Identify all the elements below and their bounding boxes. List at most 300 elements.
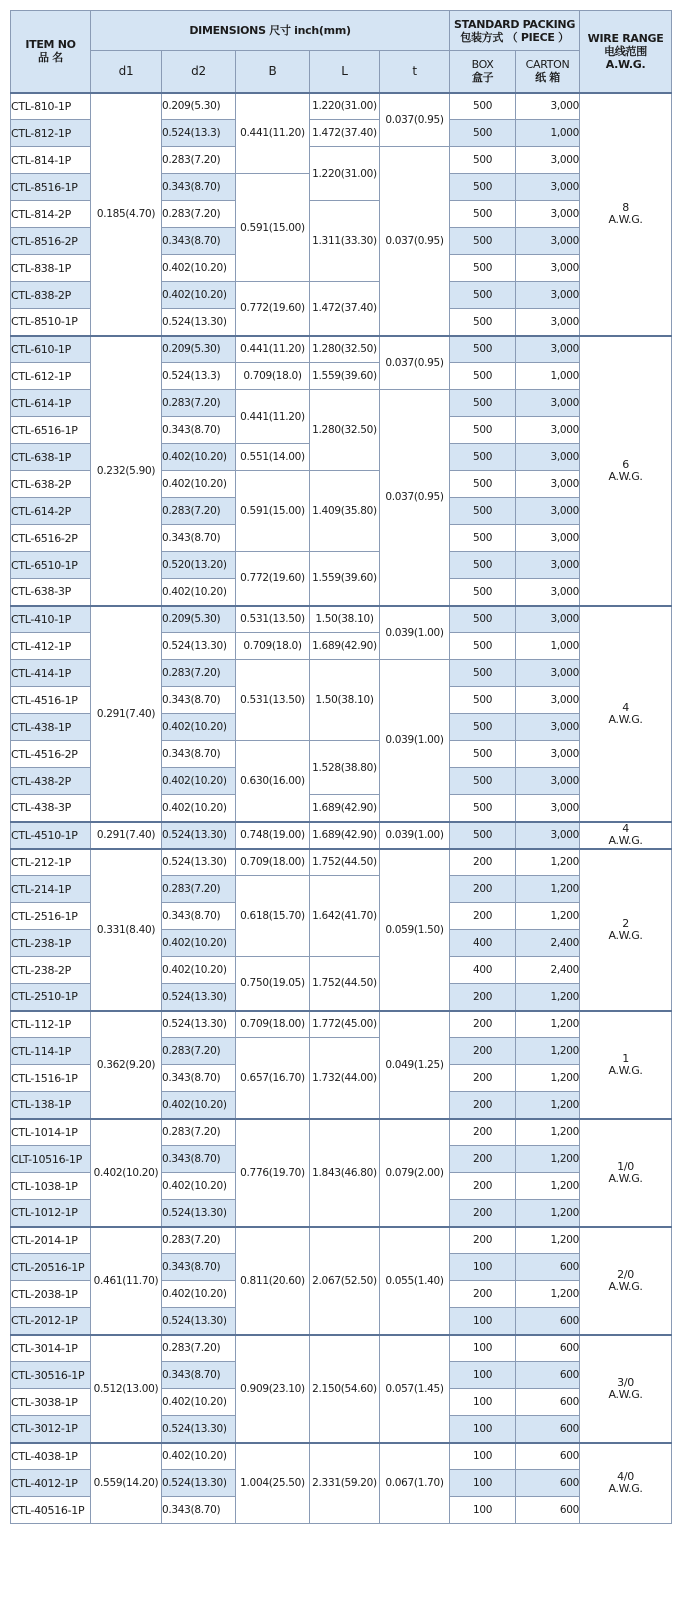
- d2-cell: 0.524(13.30): [162, 849, 236, 876]
- item-no-cell: CTL-6516-1P: [11, 417, 91, 444]
- d2-cell: 0.402(10.20): [162, 957, 236, 984]
- d2-cell: 0.524(13.30): [162, 984, 236, 1011]
- carton-qty-cell: 600: [516, 1254, 580, 1281]
- item-no-cell: CTL-612-1P: [11, 363, 91, 390]
- carton-qty-cell: 3,000: [516, 444, 580, 471]
- carton-qty-cell: 3,000: [516, 498, 580, 525]
- d2-cell: 0.343(8.70): [162, 903, 236, 930]
- d2-cell: 0.209(5.30): [162, 606, 236, 633]
- size-group: [11, 1443, 672, 1524]
- b-cell: 0.709(18.00): [236, 1011, 310, 1038]
- item-no-cell: CTL-8516-2P: [11, 228, 91, 255]
- box-qty-cell: 500: [450, 741, 516, 768]
- carton-qty-cell: 3,000: [516, 768, 580, 795]
- d2-cell: 0.343(8.70): [162, 417, 236, 444]
- d2-cell: 0.283(7.20): [162, 147, 236, 174]
- box-qty-cell: 200: [450, 1038, 516, 1065]
- item-no-cell: CTL-810-1P: [11, 93, 91, 120]
- d2-cell: 0.524(13.30): [162, 633, 236, 660]
- t-cell: 0.049(1.25): [380, 1011, 450, 1119]
- packing-header-label: STANDARD PACKING: [454, 17, 576, 31]
- table-row: [11, 822, 672, 849]
- d2-cell: 0.524(13.3): [162, 363, 236, 390]
- carton-qty-cell: 3,000: [516, 660, 580, 687]
- box-qty-cell: 200: [450, 1227, 516, 1254]
- packing-header: [450, 11, 580, 51]
- l-cell: 1.220(31.00): [310, 147, 380, 201]
- box-qty-cell: 500: [450, 552, 516, 579]
- box-qty-cell: 500: [450, 336, 516, 363]
- d2-cell: 0.402(10.20): [162, 1443, 236, 1470]
- t-cell: 0.059(1.50): [380, 849, 450, 1011]
- carton-qty-cell: 600: [516, 1497, 580, 1524]
- carton-qty-cell: 3,000: [516, 606, 580, 633]
- item-no-cell: CTL-438-3P: [11, 795, 91, 822]
- carton-qty-cell: 3,000: [516, 579, 580, 606]
- l-cell: 1.752(44.50): [310, 849, 380, 876]
- item-no-cell: CTL-1516-1P: [11, 1065, 91, 1092]
- l-cell: 1.311(33.30): [310, 201, 380, 282]
- item-no-cell: CTL-30516-1P: [11, 1362, 91, 1389]
- item-no-cell: CTL-814-1P: [11, 147, 91, 174]
- l-cell: 1.752(44.50): [310, 957, 380, 1011]
- item-no-cell: CTL-410-1P: [11, 606, 91, 633]
- l-header: L: [310, 51, 380, 93]
- table-row: [11, 1335, 672, 1362]
- d2-cell: 0.283(7.20): [162, 660, 236, 687]
- l-cell: 1.409(35.80): [310, 471, 380, 552]
- carton-qty-cell: 1,200: [516, 849, 580, 876]
- d2-cell: 0.343(8.70): [162, 174, 236, 201]
- item-no-cell: CTL-614-1P: [11, 390, 91, 417]
- box-qty-cell: 200: [450, 849, 516, 876]
- box-qty-cell: 200: [450, 1119, 516, 1146]
- box-qty-cell: 500: [450, 579, 516, 606]
- d1-cell: 0.461(11.70): [91, 1227, 162, 1335]
- size-group: [11, 1119, 672, 1227]
- box-qty-cell: 100: [450, 1362, 516, 1389]
- carton-qty-cell: 1,200: [516, 1227, 580, 1254]
- dimensions-header: DIMENSIONS 尺寸 inch(mm): [91, 11, 450, 51]
- box-qty-cell: 500: [450, 201, 516, 228]
- item-no-cell: CTL-6516-2P: [11, 525, 91, 552]
- box-header-zh: 盒子: [471, 71, 494, 85]
- wire-gauge: 4: [622, 700, 629, 714]
- box-qty-cell: 500: [450, 228, 516, 255]
- d2-cell: 0.402(10.20): [162, 1092, 236, 1119]
- t-cell: 0.067(1.70): [380, 1443, 450, 1524]
- carton-header-label: CARTON: [525, 58, 570, 72]
- box-qty-cell: 500: [450, 606, 516, 633]
- wire-gauge-unit: A.W.G.: [608, 712, 643, 726]
- wire-range-cell: [580, 93, 672, 336]
- wire-gauge: 4: [622, 822, 629, 835]
- wire-gauge-unit: A.W.G.: [608, 1279, 643, 1293]
- carton-qty-cell: 3,000: [516, 417, 580, 444]
- l-cell: 1.220(31.00): [310, 93, 380, 120]
- t-cell: 0.079(2.00): [380, 1119, 450, 1227]
- box-qty-cell: 200: [450, 984, 516, 1011]
- table-row: [11, 1227, 672, 1254]
- wire-gauge-unit: A.W.G.: [608, 928, 643, 942]
- wire-range-cell: [580, 606, 672, 822]
- carton-qty-cell: 600: [516, 1362, 580, 1389]
- d1-cell: 0.559(14.20): [91, 1443, 162, 1524]
- b-cell: 0.531(13.50): [236, 660, 310, 741]
- item-no-cell: CTL-438-1P: [11, 714, 91, 741]
- d1-cell: 0.402(10.20): [91, 1119, 162, 1227]
- d2-cell: 0.283(7.20): [162, 201, 236, 228]
- l-cell: 1.689(42.90): [310, 795, 380, 822]
- box-qty-cell: 500: [450, 471, 516, 498]
- size-group: [11, 93, 672, 336]
- item-no-cell: CTL-838-1P: [11, 255, 91, 282]
- d2-header: d2: [162, 51, 236, 93]
- carton-qty-cell: 1,200: [516, 1281, 580, 1308]
- box-qty-cell: 100: [450, 1389, 516, 1416]
- item-no-cell: CTL-1012-1P: [11, 1200, 91, 1227]
- t-header: t: [380, 51, 450, 93]
- b-cell: 0.709(18.0): [236, 363, 310, 390]
- carton-qty-cell: 1,200: [516, 1065, 580, 1092]
- b-cell: 0.630(16.00): [236, 741, 310, 822]
- carton-qty-cell: 3,000: [516, 552, 580, 579]
- wire-range-cell: [580, 336, 672, 606]
- l-cell: 1.559(39.60): [310, 363, 380, 390]
- l-cell: 1.50(38.10): [310, 660, 380, 741]
- wire-gauge: 4/0: [617, 1470, 634, 1484]
- wire-gauge: 3/0: [617, 1375, 634, 1389]
- wire-gauge-unit: A.W.G.: [608, 469, 643, 483]
- terminal-spec-table: [10, 10, 672, 1524]
- size-group: [11, 849, 672, 1011]
- d2-cell: 0.283(7.20): [162, 1038, 236, 1065]
- carton-qty-cell: 3,000: [516, 201, 580, 228]
- t-cell: 0.055(1.40): [380, 1227, 450, 1335]
- wire-gauge: 6: [622, 457, 629, 471]
- item-no-header-label: ITEM NO: [25, 38, 76, 52]
- box-qty-cell: 500: [450, 390, 516, 417]
- b-cell: 0.441(11.20): [236, 336, 310, 363]
- carton-qty-cell: 1,200: [516, 1173, 580, 1200]
- item-no-cell: CTL-4510-1P: [11, 822, 91, 849]
- item-no-cell: CTL-238-1P: [11, 930, 91, 957]
- item-no-cell: CTL-6510-1P: [11, 552, 91, 579]
- item-no-cell: CTL-1038-1P: [11, 1173, 91, 1200]
- l-cell: 1.843(46.80): [310, 1119, 380, 1227]
- item-no-cell: CTL-4012-1P: [11, 1470, 91, 1497]
- b-cell: 0.709(18.00): [236, 849, 310, 876]
- d2-cell: 0.524(13.30): [162, 1011, 236, 1038]
- box-qty-cell: 500: [450, 93, 516, 120]
- l-cell: 1.50(38.10): [310, 606, 380, 633]
- wire-gauge: 2/0: [617, 1267, 634, 1281]
- t-cell: 0.057(1.45): [380, 1335, 450, 1443]
- t-cell: 0.039(1.00): [380, 660, 450, 822]
- item-no-cell: CTL-838-2P: [11, 282, 91, 309]
- wire-gauge: 1: [622, 1051, 629, 1065]
- box-qty-cell: 500: [450, 795, 516, 822]
- table-row: [11, 1011, 672, 1038]
- d2-cell: 0.402(10.20): [162, 930, 236, 957]
- table-row: [11, 1119, 672, 1146]
- b-cell: 0.772(19.60): [236, 282, 310, 336]
- d2-cell: 0.209(5.30): [162, 336, 236, 363]
- box-qty-cell: 500: [450, 282, 516, 309]
- table-row: [11, 606, 672, 633]
- carton-qty-cell: 600: [516, 1470, 580, 1497]
- item-no-cell: CTL-4516-2P: [11, 741, 91, 768]
- item-no-cell: CTL-214-1P: [11, 876, 91, 903]
- item-no-cell: CTL-2038-1P: [11, 1281, 91, 1308]
- d2-cell: 0.402(10.20): [162, 714, 236, 741]
- item-no-cell: CTL-638-3P: [11, 579, 91, 606]
- l-cell: 2.150(54.60): [310, 1335, 380, 1443]
- header-row-top: [11, 11, 672, 51]
- d1-cell: 0.512(13.00): [91, 1335, 162, 1443]
- l-cell: 1.772(45.00): [310, 1011, 380, 1038]
- box-qty-cell: 200: [450, 1146, 516, 1173]
- box-qty-cell: 100: [450, 1497, 516, 1524]
- box-qty-cell: 200: [450, 1065, 516, 1092]
- box-qty-cell: 100: [450, 1470, 516, 1497]
- l-cell: 1.528(38.80): [310, 741, 380, 795]
- d1-cell: 0.331(8.40): [91, 849, 162, 1011]
- carton-qty-cell: 1,000: [516, 633, 580, 660]
- t-cell: 0.039(1.00): [380, 606, 450, 660]
- wire-range-header-unit: A.W.G.: [605, 57, 646, 71]
- box-qty-cell: 200: [450, 903, 516, 930]
- item-no-cell: CTL-614-2P: [11, 498, 91, 525]
- item-no-cell: CTL-438-2P: [11, 768, 91, 795]
- item-no-cell: CTL-212-1P: [11, 849, 91, 876]
- box-qty-cell: 500: [450, 147, 516, 174]
- box-qty-cell: 200: [450, 876, 516, 903]
- d2-cell: 0.343(8.70): [162, 1497, 236, 1524]
- box-qty-cell: 500: [450, 822, 516, 849]
- d2-cell: 0.283(7.20): [162, 1227, 236, 1254]
- d2-cell: 0.402(10.20): [162, 444, 236, 471]
- box-qty-cell: 500: [450, 687, 516, 714]
- carton-qty-cell: 1,200: [516, 876, 580, 903]
- d2-cell: 0.343(8.70): [162, 741, 236, 768]
- wire-gauge-unit: A.W.G.: [608, 1171, 643, 1185]
- b-cell: 1.004(25.50): [236, 1443, 310, 1524]
- box-qty-cell: 500: [450, 417, 516, 444]
- carton-qty-cell: 3,000: [516, 741, 580, 768]
- box-qty-cell: 100: [450, 1254, 516, 1281]
- b-cell: 0.551(14.00): [236, 444, 310, 471]
- d2-cell: 0.524(13.3): [162, 120, 236, 147]
- item-no-cell: CLT-10516-1P: [11, 1146, 91, 1173]
- b-cell: 0.531(13.50): [236, 606, 310, 633]
- wire-range-cell: [580, 849, 672, 1011]
- box-qty-cell: 400: [450, 957, 516, 984]
- item-no-cell: CTL-2510-1P: [11, 984, 91, 1011]
- box-qty-cell: 500: [450, 444, 516, 471]
- item-no-cell: CTL-3012-1P: [11, 1416, 91, 1443]
- d2-cell: 0.402(10.20): [162, 795, 236, 822]
- d2-cell: 0.524(13.30): [162, 1200, 236, 1227]
- box-qty-cell: 500: [450, 309, 516, 336]
- box-qty-cell: 200: [450, 1281, 516, 1308]
- wire-gauge-unit: A.W.G.: [608, 834, 643, 847]
- box-qty-cell: 500: [450, 768, 516, 795]
- b-cell: 0.909(23.10): [236, 1335, 310, 1443]
- d2-cell: 0.283(7.20): [162, 498, 236, 525]
- carton-header-zh: 纸 箱: [535, 71, 561, 85]
- d2-cell: 0.343(8.70): [162, 1254, 236, 1281]
- box-header: [450, 51, 516, 93]
- wire-gauge-unit: A.W.G.: [608, 213, 643, 226]
- item-no-cell: CTL-138-1P: [11, 1092, 91, 1119]
- wire-range-cell: [580, 1227, 672, 1335]
- wire-gauge-unit: A.W.G.: [608, 1063, 643, 1077]
- item-no-cell: CTL-2516-1P: [11, 903, 91, 930]
- carton-qty-cell: 600: [516, 1416, 580, 1443]
- item-no-cell: CTL-812-1P: [11, 120, 91, 147]
- d2-cell: 0.524(13.30): [162, 1416, 236, 1443]
- l-cell: 1.642(41.70): [310, 876, 380, 957]
- l-cell: 1.559(39.60): [310, 552, 380, 606]
- b-header: B: [236, 51, 310, 93]
- d2-cell: 0.343(8.70): [162, 1065, 236, 1092]
- size-group: [11, 1227, 672, 1335]
- item-no-cell: CTL-4038-1P: [11, 1443, 91, 1470]
- box-qty-cell: 500: [450, 525, 516, 552]
- l-cell: 1.280(32.50): [310, 390, 380, 471]
- carton-qty-cell: 1,200: [516, 1146, 580, 1173]
- carton-header: [516, 51, 580, 93]
- item-no-cell: CTL-638-2P: [11, 471, 91, 498]
- carton-qty-cell: 3,000: [516, 282, 580, 309]
- wire-range-cell: [580, 1443, 672, 1524]
- d2-cell: 0.524(13.30): [162, 822, 236, 849]
- size-group: [11, 336, 672, 606]
- wire-range-cell: [580, 1011, 672, 1119]
- box-qty-cell: 500: [450, 120, 516, 147]
- d2-cell: 0.283(7.20): [162, 1335, 236, 1362]
- d2-cell: 0.524(13.30): [162, 1308, 236, 1335]
- d1-cell: 0.185(4.70): [91, 93, 162, 336]
- item-no-cell: CTL-3038-1P: [11, 1389, 91, 1416]
- table-row: [11, 849, 672, 876]
- d2-cell: 0.520(13.20): [162, 552, 236, 579]
- d2-cell: 0.524(13.30): [162, 1470, 236, 1497]
- d2-cell: 0.343(8.70): [162, 1362, 236, 1389]
- box-qty-cell: 400: [450, 930, 516, 957]
- d2-cell: 0.343(8.70): [162, 228, 236, 255]
- wire-range-cell: [580, 1119, 672, 1227]
- b-cell: 0.591(15.00): [236, 174, 310, 282]
- carton-qty-cell: 600: [516, 1308, 580, 1335]
- b-cell: 0.776(19.70): [236, 1119, 310, 1227]
- item-no-cell: CTL-238-2P: [11, 957, 91, 984]
- carton-qty-cell: 3,000: [516, 174, 580, 201]
- box-qty-cell: 100: [450, 1308, 516, 1335]
- item-no-cell: CTL-814-2P: [11, 201, 91, 228]
- d2-cell: 0.343(8.70): [162, 1146, 236, 1173]
- carton-qty-cell: 2,400: [516, 930, 580, 957]
- carton-qty-cell: 1,000: [516, 363, 580, 390]
- b-cell: 0.657(16.70): [236, 1038, 310, 1119]
- b-cell: 0.441(11.20): [236, 390, 310, 444]
- d2-cell: 0.283(7.20): [162, 876, 236, 903]
- l-cell: 1.472(37.40): [310, 282, 380, 336]
- b-cell: 0.811(20.60): [236, 1227, 310, 1335]
- d2-cell: 0.402(10.20): [162, 768, 236, 795]
- d2-cell: 0.402(10.20): [162, 471, 236, 498]
- item-no-cell: CTL-20516-1P: [11, 1254, 91, 1281]
- size-group: [11, 822, 672, 849]
- d1-cell: 0.291(7.40): [91, 606, 162, 822]
- t-cell: 0.037(0.95): [380, 93, 450, 147]
- d2-cell: 0.402(10.20): [162, 1173, 236, 1200]
- wire-range-cell: [580, 1335, 672, 1443]
- item-no-cell: CTL-412-1P: [11, 633, 91, 660]
- box-qty-cell: 200: [450, 1200, 516, 1227]
- box-qty-cell: 500: [450, 633, 516, 660]
- t-cell: 0.039(1.00): [380, 822, 450, 849]
- table-row: [11, 93, 672, 120]
- item-no-cell: CTL-610-1P: [11, 336, 91, 363]
- size-group: [11, 1011, 672, 1119]
- item-no-cell: CTL-3014-1P: [11, 1335, 91, 1362]
- wire-gauge: 8: [622, 201, 629, 214]
- b-cell: 0.772(19.60): [236, 552, 310, 606]
- size-group: [11, 1335, 672, 1443]
- carton-qty-cell: 3,000: [516, 309, 580, 336]
- carton-qty-cell: 1,200: [516, 1038, 580, 1065]
- item-no-header: [11, 11, 91, 93]
- carton-qty-cell: 3,000: [516, 795, 580, 822]
- d1-cell: 0.232(5.90): [91, 336, 162, 606]
- l-cell: 1.689(42.90): [310, 822, 380, 849]
- item-no-cell: CTL-4516-1P: [11, 687, 91, 714]
- d2-cell: 0.283(7.20): [162, 390, 236, 417]
- carton-qty-cell: 1,200: [516, 1011, 580, 1038]
- wire-range-header-label: WIRE RANGE: [587, 31, 664, 45]
- carton-qty-cell: 600: [516, 1443, 580, 1470]
- b-cell: 0.618(15.70): [236, 876, 310, 957]
- table-row: [11, 336, 672, 363]
- item-no-cell: CTL-8510-1P: [11, 309, 91, 336]
- item-no-cell: CTL-638-1P: [11, 444, 91, 471]
- box-qty-cell: 100: [450, 1443, 516, 1470]
- item-no-cell: CTL-8516-1P: [11, 174, 91, 201]
- carton-qty-cell: 3,000: [516, 471, 580, 498]
- t-cell: 0.037(0.95): [380, 147, 450, 336]
- box-qty-cell: 200: [450, 1011, 516, 1038]
- d2-cell: 0.343(8.70): [162, 687, 236, 714]
- carton-qty-cell: 3,000: [516, 714, 580, 741]
- carton-qty-cell: 3,000: [516, 228, 580, 255]
- d2-cell: 0.402(10.20): [162, 579, 236, 606]
- l-cell: 2.067(52.50): [310, 1227, 380, 1335]
- l-cell: 2.331(59.20): [310, 1443, 380, 1524]
- b-cell: 0.748(19.00): [236, 822, 310, 849]
- d1-header: d1: [91, 51, 162, 93]
- d2-cell: 0.402(10.20): [162, 282, 236, 309]
- header-row-sub: [11, 51, 672, 93]
- carton-qty-cell: 2,400: [516, 957, 580, 984]
- t-cell: 0.037(0.95): [380, 390, 450, 606]
- wire-range-header-zh: 电线范围: [604, 44, 647, 58]
- box-qty-cell: 500: [450, 660, 516, 687]
- carton-qty-cell: 1,200: [516, 984, 580, 1011]
- carton-qty-cell: 3,000: [516, 336, 580, 363]
- packing-header-zh: 包装方式 （ PIECE ）: [460, 30, 569, 44]
